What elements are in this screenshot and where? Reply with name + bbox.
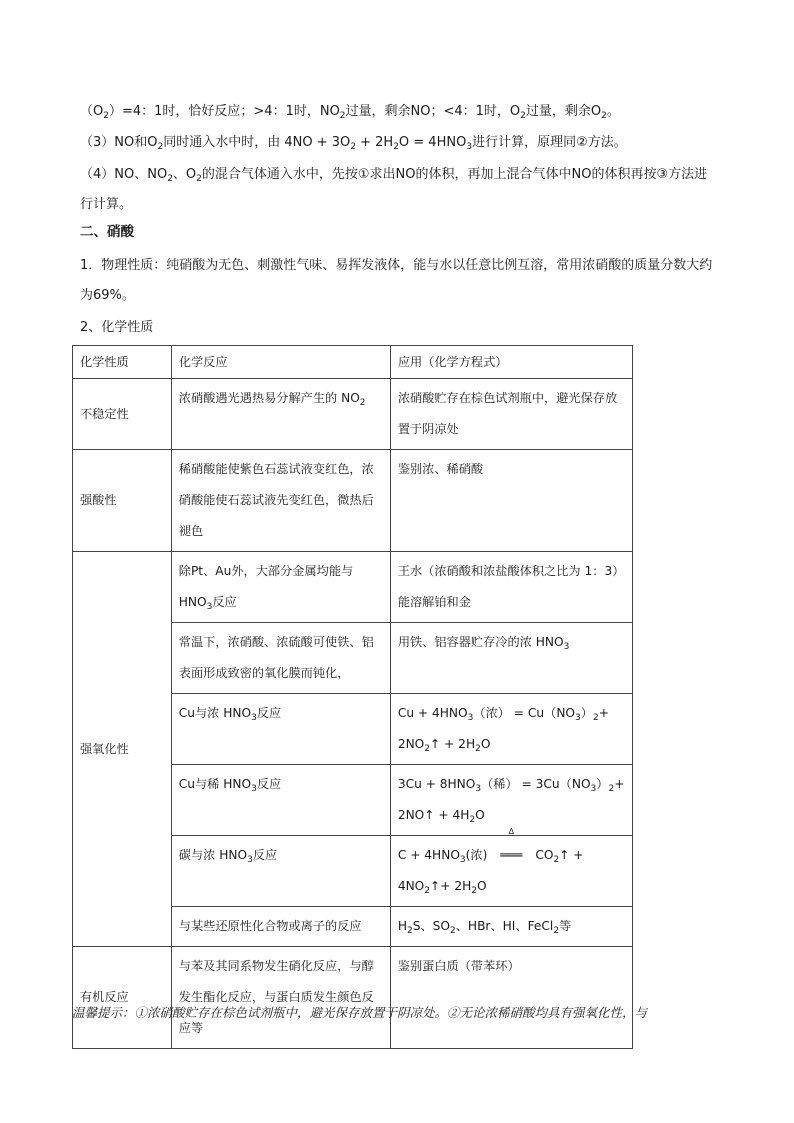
reaction-cell: 除Pt、Au外，大部分金属均能与$HNO_3$反应 bbox=[171, 552, 390, 623]
category-cell: 强氧化性 bbox=[73, 552, 172, 947]
paragraph-mixed-gas: （4）NO、$NO_2$、$O_2$的混合气体通入水中，先按①求出NO的体积，再加上混合气体中NO的体积再按③方法进行计算。 bbox=[80, 167, 708, 212]
paragraph-no-o2: （3）NO和$O_2$同时通入水中时，由 $4NO + 3O_2 + 2H_2O = 4HNO_3$进行计算，原理同②方法。 bbox=[80, 135, 627, 152]
application-cell: $C + 4HNO_3$(浓) Δ ═══ $CO_2↑$ + $4NO_2↑+ 2H_2O$ bbox=[390, 836, 632, 907]
header-application: 应用（化学方程式） bbox=[390, 346, 632, 379]
warm-tip: 温馨提示：①浓硝酸贮存在棕色试剂瓶中，避光保存放置于阴凉处。②无论浓稀硝酸均具有强氧化性，与 bbox=[72, 1005, 648, 1020]
category-cell: 强酸性 bbox=[73, 450, 172, 552]
application-cell: 鉴别蛋白质（带苯环） bbox=[390, 947, 632, 1049]
table-row bbox=[73, 552, 633, 623]
reaction-cell: Cu与稀 $HNO_3$反应 bbox=[171, 765, 390, 836]
reaction-cell: 常温下，浓硝酸、浓硫酸可使铁、铝表面形成致密的氧化膜而钝化， bbox=[171, 623, 390, 694]
reaction-cell: 碳与浓 $HNO_3$反应 bbox=[171, 836, 390, 907]
paragraph-o2-ratio: $(O_2)=4$：1时，恰好反应；>4：1时，$NO_2$过量，剩余NO；<4：1时，$O_2$过量，剩余$O_2$。 bbox=[80, 104, 620, 121]
table-row bbox=[73, 947, 633, 1049]
application-cell: 王水（浓硝酸和浓盐酸体积之比为 1：3）能溶解铂和金 bbox=[390, 552, 632, 623]
reaction-cell: 稀硝酸能使紫色石蕊试液变红色，浓硝酸能使石蕊试液先变红色，微热后褪色 bbox=[171, 450, 390, 552]
header-property: 化学性质 bbox=[73, 346, 172, 379]
reaction-cell: Cu与浓 $HNO_3$反应 bbox=[171, 694, 390, 765]
heat-arrow: Δ ═══ bbox=[487, 840, 535, 871]
heat-delta-symbol: Δ bbox=[508, 827, 515, 836]
application-cell: 鉴别浓、稀硝酸 bbox=[390, 450, 632, 552]
table-header-row bbox=[73, 346, 633, 379]
physical-properties: 1．物理性质：纯硝酸为无色、刺激性气味、易挥发液体，能与水以任意比例互溶，常用浓硝酸的质量分数大约为69%。 bbox=[80, 258, 713, 303]
section-title: 二、硝酸 bbox=[80, 224, 134, 240]
table-row bbox=[73, 450, 633, 552]
application-cell: 用铁、铝容器贮存冷的浓 $HNO_3$ bbox=[390, 623, 632, 694]
nitric-acid-properties-table bbox=[72, 345, 633, 1049]
table-row bbox=[73, 379, 633, 450]
category-cell: 有机反应 bbox=[73, 947, 172, 1049]
header-reaction: 化学反应 bbox=[171, 346, 390, 379]
category-cell: 不稳定性 bbox=[73, 379, 172, 450]
application-cell: $H_2S$、$SO_2$、HBr、HI、FeCl$_2$等 bbox=[390, 907, 632, 947]
reaction-cell: 与某些还原性化合物或离子的反应 bbox=[171, 907, 390, 947]
application-cell: $3Cu + 8HNO_3$（稀） = $3Cu(NO_3)_2+$ 2NO↑ + $4H_2O$ bbox=[390, 765, 632, 836]
reaction-cell: 浓硝酸遇光遇热易分解产生的 $NO_2$ bbox=[171, 379, 390, 450]
chemical-properties-label: 2、化学性质 bbox=[80, 320, 154, 335]
application-cell: 浓硝酸贮存在棕色试剂瓶中，避光保存放置于阴凉处 bbox=[390, 379, 632, 450]
reaction-cell: 与苯及其同系物发生硝化反应，与醇发生酯化反应，与蛋白质发生颜色反应等 bbox=[171, 947, 390, 1049]
application-cell: $Cu + 4HNO_3$（浓） = $Cu(NO_3)_2+$ $2NO_2↑ + 2H_2O$ bbox=[390, 694, 632, 765]
